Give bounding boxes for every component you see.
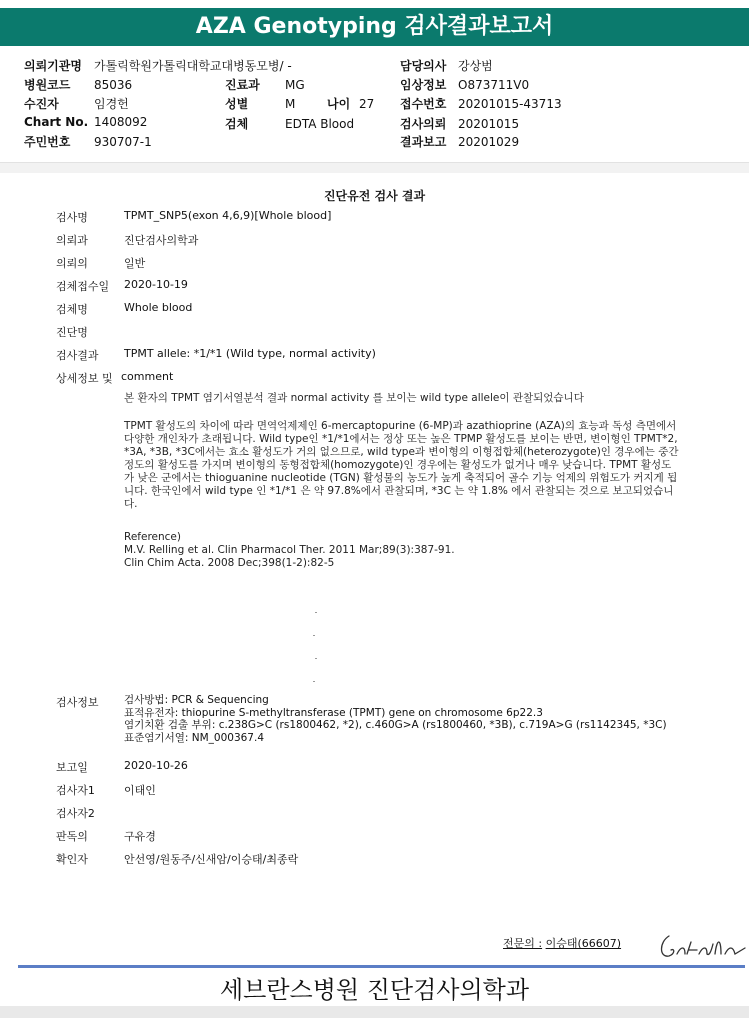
row-key: 검체명 [56,303,88,316]
reception-label: 접수번호 [400,97,447,111]
sex-field [225,95,374,112]
row-value: TPMT allele: *1/*1 (Wild type, normal activity) [124,347,376,360]
footer-rule [18,965,745,968]
reference-2: Clin Chim Acta. 2008 Dec;398(1-2):82-5 [124,557,335,569]
age-value: 27 [359,97,375,111]
clinical-value: O873711V0 [458,78,530,92]
row-key: 상세정보 및 [56,372,113,385]
request-label: 검사의뢰 [400,117,447,131]
comment-summary [124,392,679,405]
institution-field [24,57,292,74]
chart-label: Chart No. [24,115,89,129]
footer-department: 세브란스병원 진단검사의학과 [219,976,530,1004]
method-line: 염기치환 검출 부위: c.238G>C (rs1800462, *2), c.460G>A (rs1800460, *3B), c.719A>G (rs1142345, *3C) [124,719,667,731]
method-line: 표적유전자: thiopurine S-methyltransferase (TPMT) gene on chromosome 6p22.3 [124,706,543,719]
section-title: 진단유전 검사 결과 [323,189,426,203]
specimen-value: EDTA Blood [285,117,355,131]
method-info [124,694,667,744]
specimen-label: 검체 [225,117,249,131]
reference-title: Reference) [124,531,181,543]
method-line: 표준염기서열: NM_000367.4 [124,731,264,744]
examinee-value: 임경헌 [94,97,129,111]
top-strip [0,0,749,8]
specialist-name: 이승태(66607) [545,937,622,950]
institution-label: 의뢰기관명 [24,59,82,73]
dept-field [225,76,305,93]
chart-value: 1408092 [94,115,148,129]
row-key: 판독의 [56,830,88,843]
comment-p1: 본 환자의 TPMT 염기서열분석 결과 normal activity 를 보이는 wild type allele이 관찰되었습니다 [124,392,584,404]
row-key: 진단명 [56,326,88,339]
resident-label: 주민번호 [24,135,71,149]
reception-field [400,95,562,112]
reception-value: 20201015-43713 [458,97,562,111]
row-value: 이태인 [124,784,156,797]
doctor-field [400,57,493,74]
sex-label: 성별 [225,97,249,111]
sex-value: M [285,97,296,111]
hospital-code-field [24,76,132,93]
specialist-label: 전문의 : [503,937,543,950]
hospital-code-label: 병원코드 [24,78,71,92]
resident-value: 930707-1 [94,135,152,149]
doctor-label: 담당의사 [400,59,447,73]
dept-label: 진료과 [225,78,260,92]
dept-value: MG [285,78,305,92]
examinee-label: 수진자 [24,97,59,111]
row-value: TPMT_SNP5(exon 4,6,9)[Whole blood] [124,209,332,222]
reference-1: M.V. Relling et al. Clin Pharmacol Ther. 2011 Mar;89(3):387-91. [124,544,455,556]
method-line: 검사방법: PCR & Sequencing [124,694,269,706]
row-value: 구유경 [124,830,156,843]
row-key: 의뢰의 [56,257,88,270]
examinee-field [24,95,129,112]
row-key: 검체접수일 [56,280,110,293]
clinical-label: 임상정보 [400,78,447,92]
specialist-signoff [503,935,621,951]
references [124,531,679,570]
section-divider [0,162,749,173]
report-date-value: 20201029 [458,135,520,149]
bottom-strip [0,1006,749,1018]
doctor-value: 강상범 [458,59,493,73]
row-key: 확인자 [56,853,88,866]
request-field [400,115,519,132]
row-value: 2020-10-26 [124,759,188,772]
row-value: 진단검사의학과 [124,234,199,247]
age-label: 나이 [327,97,351,111]
specimen-field [225,115,354,132]
hospital-code-value: 85036 [94,78,133,92]
report-title: AZA Genotyping 검사결과보고서 [0,8,749,46]
request-value: 20201015 [458,117,520,131]
row-key: 검사자1 [56,784,95,797]
institution-value: 가톨릭학원가톨릭대학교대병동모병/ - [94,59,292,73]
comment-detail [124,420,679,511]
row-key: 의뢰과 [56,234,88,247]
clinical-field [400,76,529,93]
report-date-field [400,133,519,150]
row-value: Whole blood [124,301,193,314]
chart-field [24,115,147,129]
handwritten-signature [655,928,747,966]
row-value: 일반 [124,257,146,270]
row-value: comment [121,370,174,383]
row-key: 검사명 [56,211,88,224]
row-key: 검사자2 [56,807,95,820]
row-value: 안선영/원동주/신새암/이승태/최종락 [124,853,299,866]
comment-p2: TPMT 활성도의 차이에 따라 면역억제제인 6-mercaptopurine (6-MP)과 azathioprine (AZA)의 효능과 독성 측면에서 다양한 개인차가 초래됩니다. Wild type인 *1/*1에서는 정상 또는 높은 TPMP 활성도를 보이는 반면, 변이형인 TPMT*2, *3A, *3B, *3C에서는 효소 활성도가 거의 없으므로, wild type과 변이형의 이형접합체(heterozygote)인 경우에는 중간 정도의 활성도를 가지며 변이형의 동형접합체(homozygote)인 경우에는 활성도가 없거나 매우 낮습니다. TPMT 활성도가 낮은 군에서는 thioguanine nucleotide (TGN) 활성물의 농도가 높게 축적되어 골수 기능 억제의 위험도가 커지게 됩니다. 한국인에서 wild type 인 *1/*1 은 약 97.8%에서 관찰되며, *3C 는 약 1.8% 에서 관찰되는 것으로 보고되었습니다. [124,420,679,510]
row-key: 보고일 [56,761,88,774]
resident-field [24,133,152,150]
method-key: 검사정보 [56,696,99,709]
report-date-label: 결과보고 [400,135,447,149]
row-key: 검사결과 [56,349,99,362]
row-value: 2020-10-19 [124,278,188,291]
